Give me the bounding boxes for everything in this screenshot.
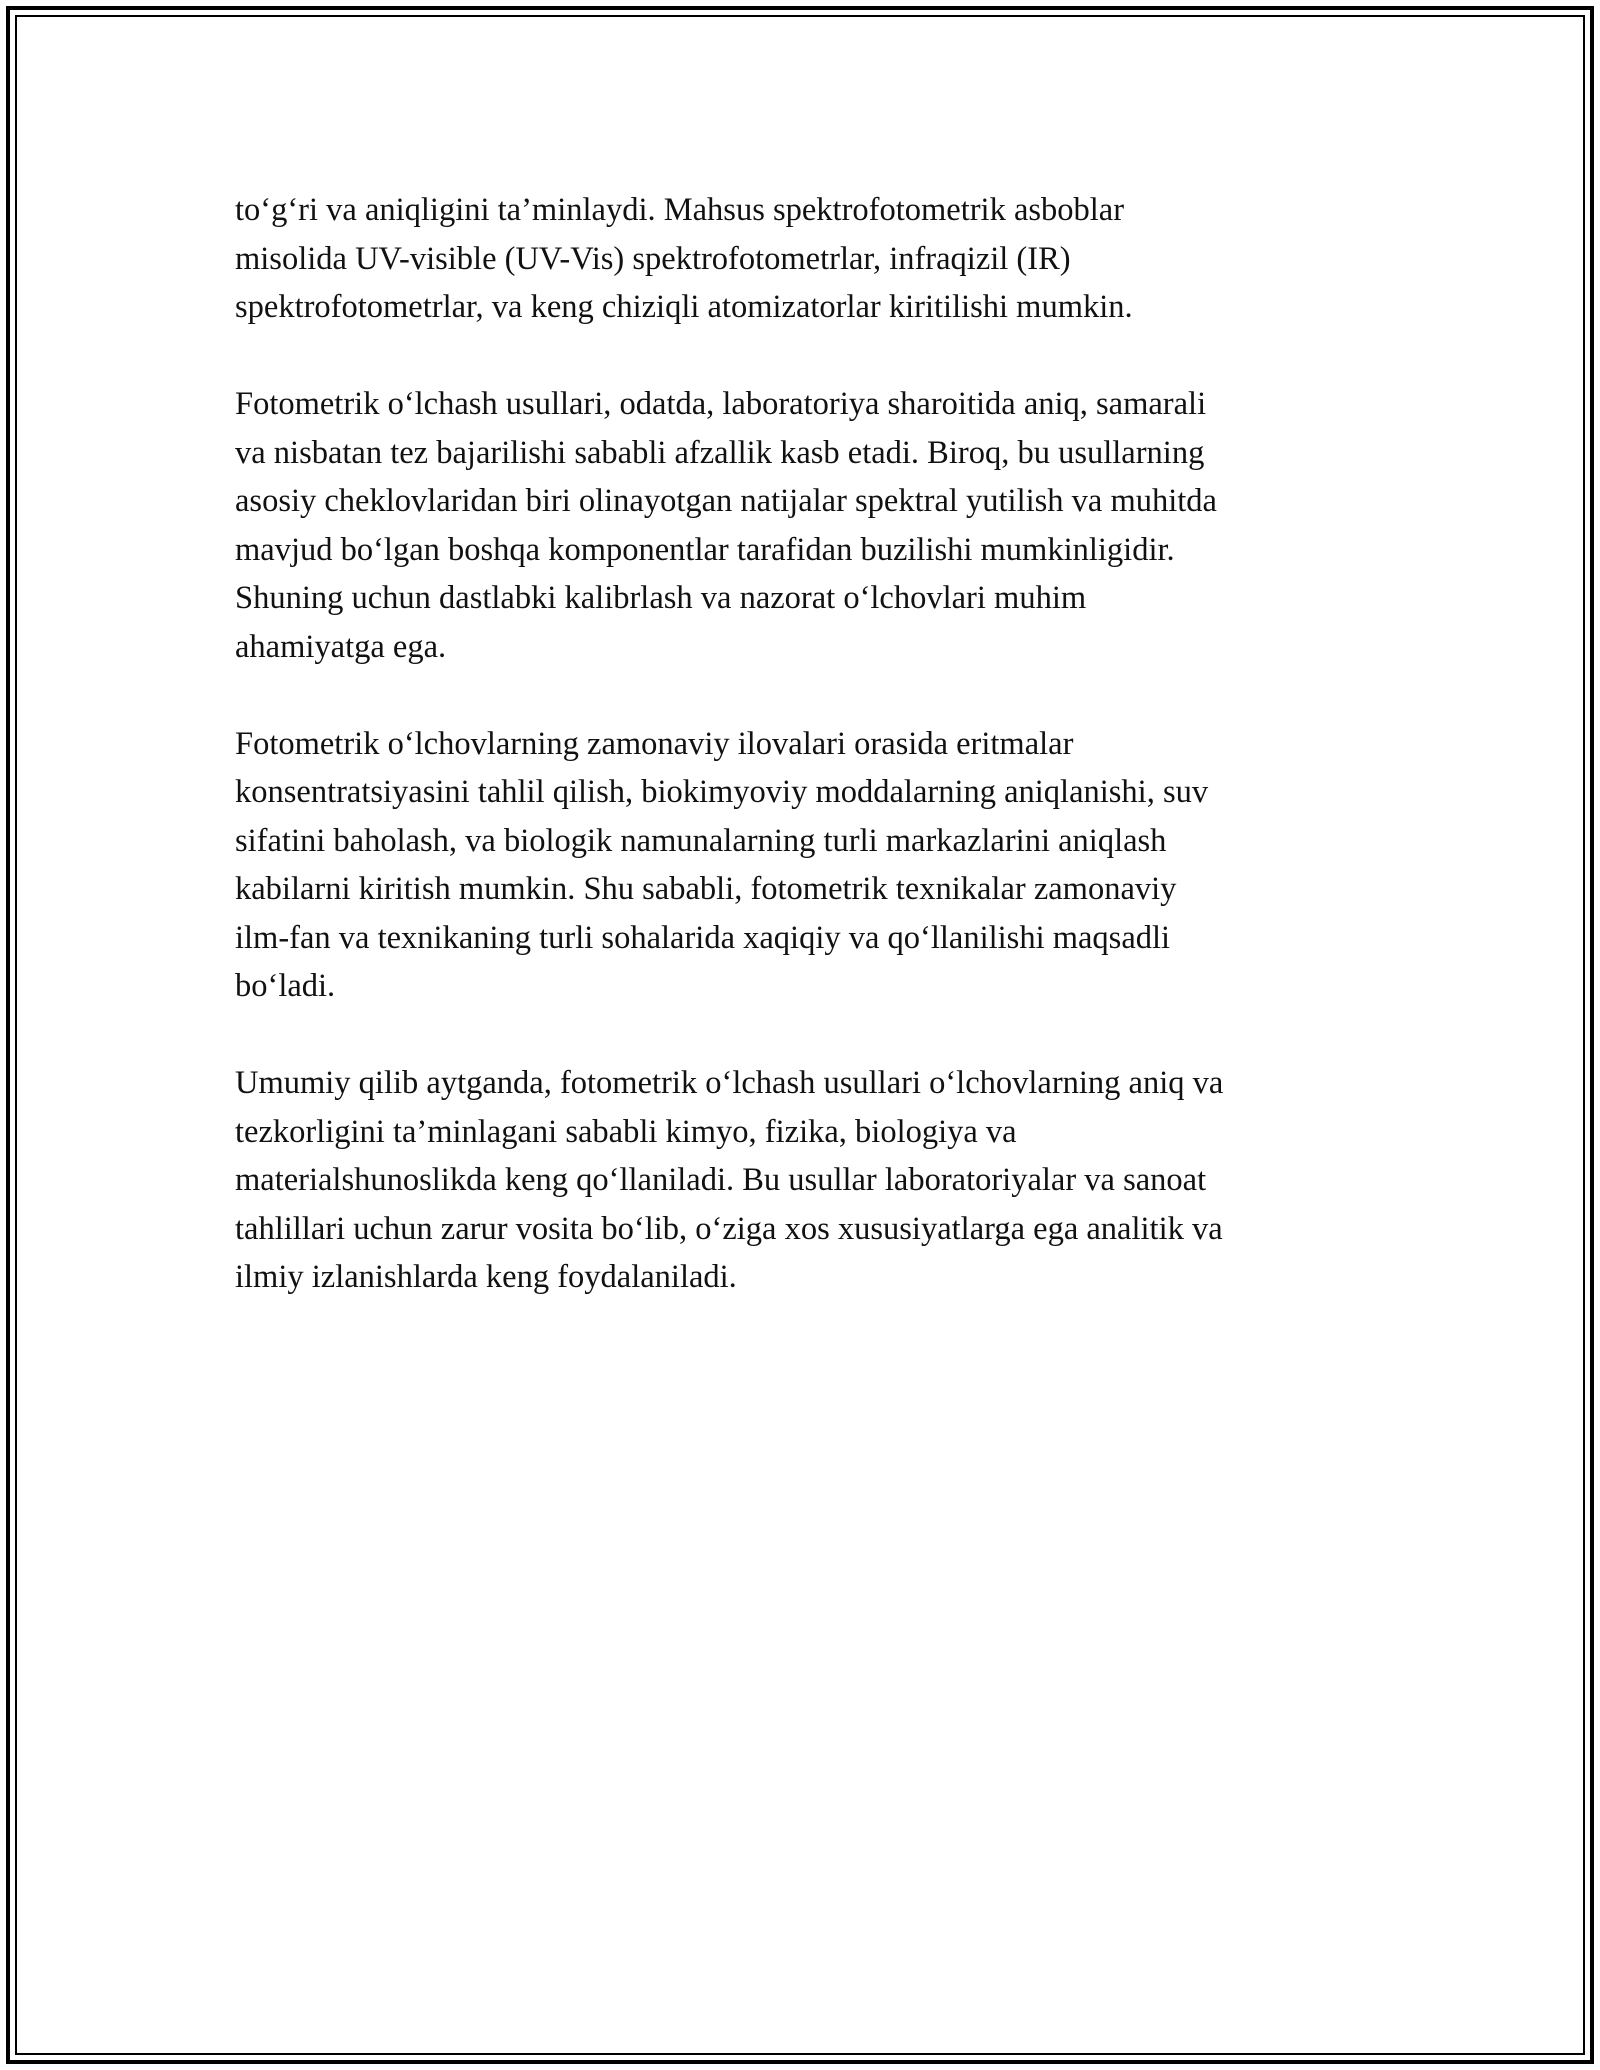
text-line: misolida UV-visible (UV-Vis) spektrofotometrlar, infraqizil (IR) <box>235 240 1071 277</box>
text-line: materialshunoslikda keng qo‘llaniladi. Bu usullar laboratoriyalar va sanoat <box>235 1162 1207 1198</box>
text-line: Fotometrik o‘lchovlarning zamonaviy ilovalari orasida eritmalar <box>235 725 1074 762</box>
text-line: asosiy cheklovlaridan biri olinayotgan natijalar spektral yutilish va muhitda <box>235 483 1217 519</box>
text-line: tahlillari uchun zarur vosita bo‘lib, o‘ziga xos xususiyatlarga ega analitik va <box>235 1210 1223 1247</box>
text-line: tezkorligini ta’minlagani sababli kimyo, fizika, biologiya va <box>235 1113 1017 1150</box>
paragraph-4 <box>235 1059 1365 1302</box>
text-line: ilm-fan va texnikaning turli sohalarida xaqiqiy va qo‘llanilishi maqsadli <box>235 919 1171 956</box>
document-body <box>235 186 1365 1350</box>
text-line: to‘g‘ri va aniqligini ta’minlaydi. Mahsus spektrofotometrik asboblar <box>235 192 1125 228</box>
text-line: mavjud bo‘lgan boshqa komponentlar tarafidan buzilishi mumkinligidir. <box>235 531 1175 568</box>
paragraph-1 <box>235 186 1365 332</box>
text-line: va nisbatan tez bajarilishi sababli afzallik kasb etadi. Biroq, bu usullarning <box>235 434 1205 471</box>
text-line: spektrofotometrlar, va keng chiziqli atomizatorlar kiritilishi mumkin. <box>235 289 1133 325</box>
text-line: bo‘ladi. <box>235 968 336 1004</box>
text-line: ilmiy izlanishlarda keng foydalaniladi. <box>235 1259 737 1295</box>
text-line: kabilarni kiritish mumkin. Shu sababli, fotometrik texnikalar zamonaviy <box>235 871 1177 907</box>
text-line: ahamiyatga ega. <box>235 628 447 665</box>
paragraph-3 <box>235 720 1365 1011</box>
text-line: konsentratsiyasini tahlil qilish, biokimyoviy moddalarning aniqlanishi, suv <box>235 774 1209 810</box>
paragraph-2 <box>235 380 1365 671</box>
text-line: Shuning uchun dastlabki kalibrlash va nazorat o‘lchovlari muhim <box>235 580 1087 616</box>
text-line: Fotometrik o‘lchash usullari, odatda, laboratoriya sharoitida aniq, samarali <box>235 386 1207 422</box>
text-line: Umumiy qilib aytganda, fotometrik o‘lchash usullari o‘lchovlarning aniq va <box>235 1065 1224 1101</box>
text-line: sifatini baholash, va biologik namunalarning turli markazlarini aniqlash <box>235 822 1167 859</box>
